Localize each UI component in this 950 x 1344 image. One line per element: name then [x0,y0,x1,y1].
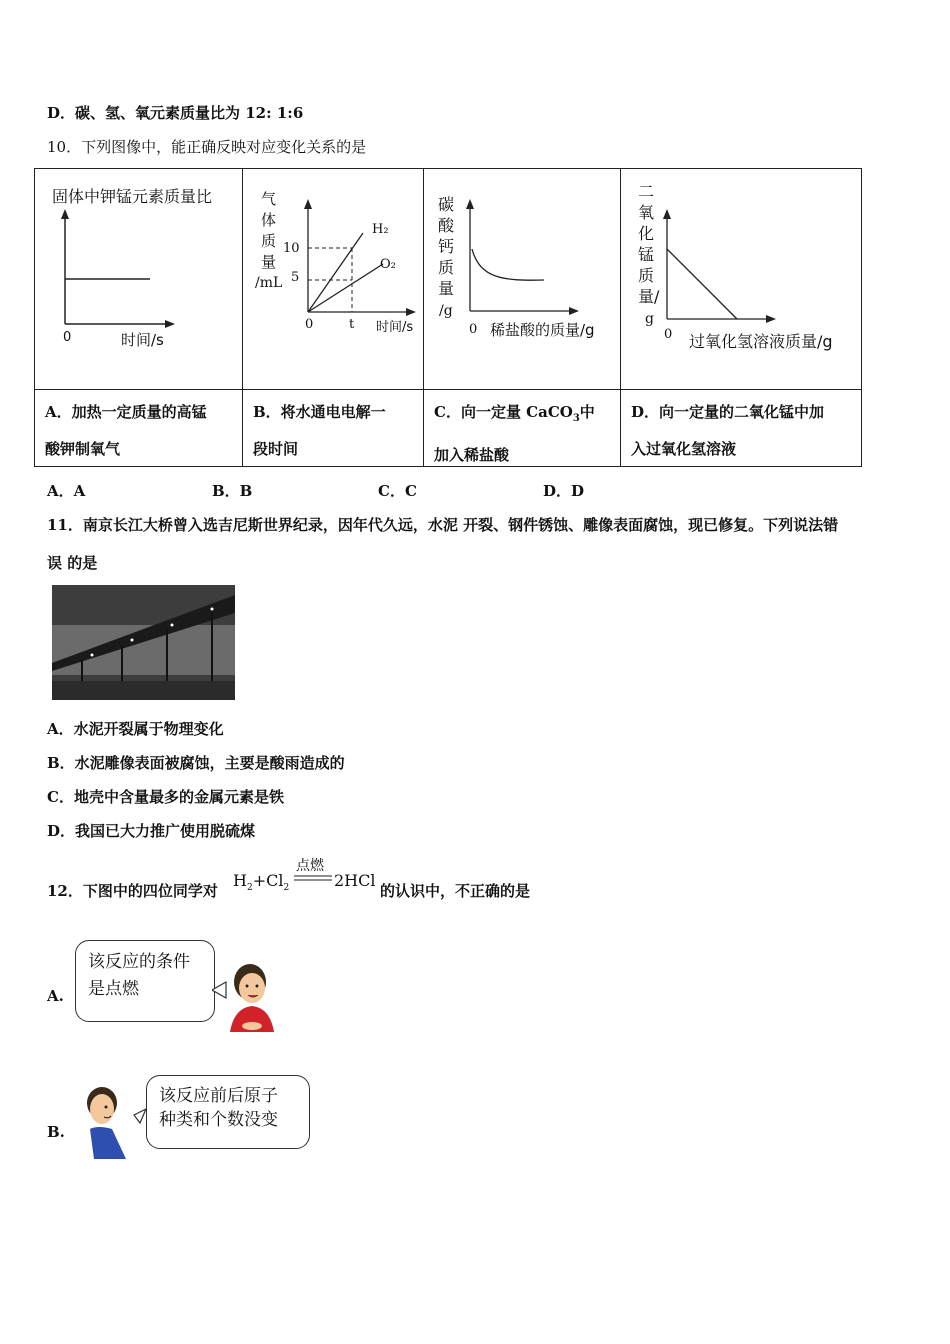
graph-b-ylabel-1: 气 [261,190,277,208]
a-bubble-line1: 该反应的条件 [88,952,190,972]
graph-d-ylabel-2: 氧 [638,203,655,222]
q12-equation-left [233,871,289,893]
b-bubble-line1: 该反应前后原子 [159,1086,278,1106]
q11-option-d[interactable]: D．我国已大力推广使用脱硫煤 [47,822,256,840]
q12-condition: 点燃 [296,858,324,874]
caption-d [621,390,861,466]
graph-d-ylabel-6: 量/ [638,287,660,306]
q12-equation-right: 2HCl [334,871,376,890]
graph-a-plot [35,169,242,389]
caption-d-line2: 入过氧化氢溶液 [631,440,737,458]
graph-d-yunit: g [645,311,654,327]
caption-d-line1: D．向一定量的二氧化锰中加 [631,403,825,421]
graph-a-xlabel: 时间/s [121,331,164,349]
graph-b-t: t [349,317,355,332]
graph-b-ylabel-2: 体 [261,211,277,229]
bridge-photo [52,585,235,700]
q10-stem: 10．下列图像中，能正确反映对应变化关系的是 [47,138,367,156]
graph-c-ylabel-3: 钙 [438,237,455,256]
graph-c-ylabel-1: 碳 [438,195,455,214]
graph-c-ylabel-5: 量 [438,279,455,298]
q11-stem-line2: 误 的是 [47,554,98,572]
bridge-illustration [52,585,235,700]
graph-b-tick-5: 5 [291,270,300,285]
graph-b-o2-line [308,264,383,312]
graph-d-ylabel-4: 锰 [638,245,655,264]
graph-b [243,169,423,389]
q12-option-b-label[interactable]: B. [47,1123,65,1141]
q12-equals-sign [294,874,332,882]
caption-c-text: C．向一定量 CaCO [434,403,573,421]
b-bubble-line2: 种类和个数没变 [159,1110,278,1130]
caption-c-sub: 3 [572,413,580,424]
eq-sub1: 2 [246,883,253,894]
graph-b-h2-line [308,233,363,312]
graph-c-xlabel: 稀盐酸的质量/g [490,321,595,339]
q11-stem-line1: 11．南京长江大桥曾入选吉尼斯世界纪录，因年代久远，水泥 开裂、钢件锈蚀、雕像表面腐蚀，现已修复。下列说法错 [47,516,839,534]
q12-option-b-bubble [146,1075,310,1149]
graph-b-origin: 0 [305,317,314,332]
girl-character-icon [212,960,278,1035]
q11-option-c[interactable]: C．地壳中含量最多的金属元素是铁 [47,788,284,806]
q10-table [34,168,862,467]
caption-a-line1: A．加热一定质量的高锰 [45,403,207,421]
caption-c-line1 [434,394,610,437]
q12-suffix: 的认识中，不正确的是 [380,882,531,900]
graph-b-o2-label: O₂ [380,257,396,272]
graph-d-origin: 0 [664,327,673,342]
a-bubble-line2: 是点燃 [88,979,139,999]
graph-c-curve [472,249,544,280]
graph-d [621,169,861,389]
eq-plus-cl: +Cl [252,871,284,890]
q12-option-a-bubble [75,940,215,1022]
graph-b-ylabel-3: 质 [261,232,277,250]
q10-answer-d[interactable]: D．D [543,482,585,500]
graph-c-ylabel-4: 质 [438,258,455,277]
caption-b-line2: 段时间 [253,440,299,458]
q11-option-a[interactable]: A．水泥开裂属于物理变化 [47,720,224,738]
caption-b [243,390,423,466]
graph-a-ylabel: 固体中钾锰元素质量比 [52,187,213,206]
graph-d-ylabel-1: 二 [638,182,655,201]
graph-d-ylabel-3: 化 [638,224,655,243]
caption-c-line2: 加入稀盐酸 [434,446,510,464]
caption-a-line2: 酸钾制氧气 [45,440,121,458]
caption-a [35,390,242,466]
graph-c-origin: 0 [469,322,478,337]
graph-c [424,169,620,389]
graph-b-plot [243,169,423,389]
caption-c-tail: 中 [579,403,595,421]
graph-d-xlabel: 过氧化氢溶液质量/g [689,332,833,351]
graph-b-tick-10: 10 [283,241,300,256]
eq-sub2: 2 [283,883,290,894]
boy-character-icon [78,1083,148,1161]
q12-prefix: 12．下图中的四位同学对 [47,882,218,900]
graph-c-plot [424,169,620,389]
q10-answer-c[interactable]: C．C [378,482,417,500]
graph-c-yunit: /g [439,303,453,319]
graph-a [35,169,242,389]
q10-answer-b[interactable]: B．B [212,482,253,500]
q9-option-d: D．碳、氢、氧元素质量比为 12: 1:6 [47,104,304,122]
eq-h: H [233,871,247,890]
graph-d-plot [621,169,861,389]
graph-b-yunit: /mL [255,275,283,291]
graph-d-ylabel-5: 质 [638,266,655,285]
caption-b-line1: B．将水通电电解一 [253,403,386,421]
graph-d-line [667,249,737,319]
graph-a-origin: 0 [63,330,72,345]
graph-b-xlabel: 时间/s [376,320,414,335]
graph-b-h2-label: H₂ [372,222,389,237]
graph-b-ylabel-4: 量 [261,253,277,271]
q12-option-a-label[interactable]: A. [47,987,64,1005]
caption-c [424,390,620,466]
graph-c-ylabel-2: 酸 [438,216,455,235]
q11-option-b[interactable]: B．水泥雕像表面被腐蚀，主要是酸雨造成的 [47,754,345,772]
q10-answer-a[interactable]: A．A [47,482,86,500]
